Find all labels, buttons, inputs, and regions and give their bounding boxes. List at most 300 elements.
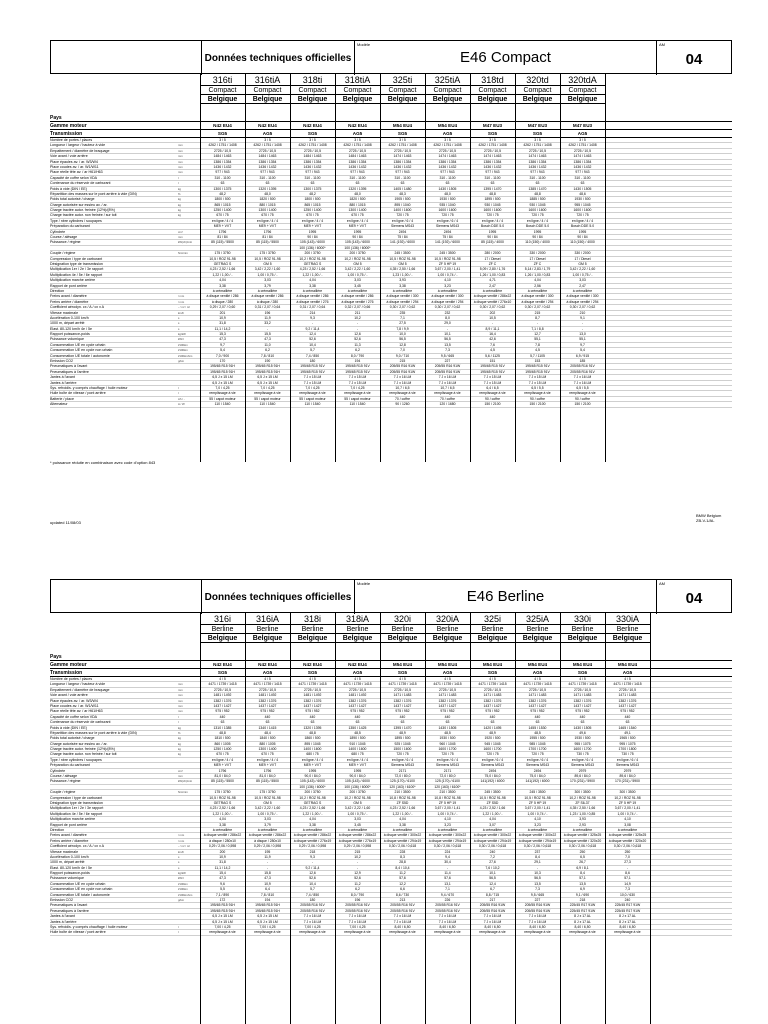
spec-cell: Siemens MS43: [526, 763, 549, 768]
spec-cell: à disque ventilé / 294: [566, 299, 599, 304]
spec-cell: 11,2: [354, 881, 361, 886]
spec-unit: Nm/min: [178, 790, 188, 795]
spec-cell: 680 / 75: [306, 752, 319, 757]
country: Belgique: [335, 95, 380, 104]
spec-cell: ME9 + VVT: [258, 224, 277, 229]
spec-cell: 4 / 5: [309, 677, 316, 681]
spec-cell: 195/65 R15 91V: [480, 364, 505, 369]
spec-cell: 3 / 5: [399, 138, 406, 142]
spec-label: Longueur / largeur / hauteur à vide: [50, 143, 106, 148]
column-header: [245, 74, 290, 104]
spec-cell: en ligne / 6 / 4: [436, 218, 459, 223]
spec-cell: 11,2: [399, 871, 406, 876]
spec-cell: 52,6: [354, 337, 361, 342]
spec-cell: 8,9 / 11,1: [485, 326, 500, 331]
spec-cell: 8,40 / 6,50: [574, 924, 591, 929]
spec-cell: 8,4: [580, 871, 585, 876]
column-divider: [515, 613, 516, 1024]
spec-cell: 12,6: [309, 871, 316, 876]
spec-label: 1000 m, départ arrêté: [50, 321, 85, 326]
body-type: Berline: [425, 625, 470, 634]
spec-unit: mm: [178, 709, 183, 714]
spec-cell: 6,7: [490, 887, 495, 892]
spec-cell: 2494: [398, 229, 407, 234]
spec-label: Puissance / régime: [50, 240, 81, 245]
spec-cell: 10,8 / ROZ 91-98: [389, 795, 416, 800]
spec-cell: à disque ventilé / 294x19: [518, 838, 557, 843]
spec-cell: 10,4: [309, 342, 316, 347]
column-divider: [605, 613, 606, 1024]
spec-cell: remplissage à vie: [254, 930, 281, 935]
spec-cell: 1430 / 1505: [438, 725, 457, 730]
spec-cell: en ligne / 4 / 4: [346, 757, 369, 762]
spec-cell: 90 / 84: [307, 235, 318, 240]
spec-cell: 1300 / 1375: [213, 186, 232, 191]
spec-cell: 63: [265, 720, 270, 725]
spec-cell: 17 / Diesel: [574, 256, 591, 261]
spec-cell: 1890 / 500: [349, 736, 366, 741]
spec-cell: 3,67 / 2,00 / 1,41: [524, 806, 551, 811]
spec-unit: l: [178, 930, 179, 935]
spec-cell: M47 EU3: [527, 123, 548, 128]
spec-cell: 0,30 / 2,06 / 0,618: [613, 844, 642, 849]
spec-cell: 4,04: [534, 278, 541, 283]
spec-cell: SG5: [397, 131, 408, 136]
spec-label: Sys. refroidis. y compris chauffage / huile moteur: [50, 385, 128, 390]
spec-cell: 1800 / 500: [304, 197, 321, 202]
spec-cell: 720 / 75: [576, 213, 589, 218]
spec-cell: 4262 / 1751 / 1408: [433, 143, 462, 148]
spec-label: Poids total autorisé / charge: [50, 197, 95, 202]
spec-label: Transmission: [50, 670, 83, 676]
spec-cell: 10,3: [534, 871, 541, 876]
spec-unit: kg: [178, 747, 181, 752]
spec-cell: 925 / 1045: [394, 741, 411, 746]
column-header: [290, 74, 335, 104]
spec-cell: 7,3: [625, 887, 630, 892]
spec-cell: 6,2: [355, 887, 360, 892]
spec-cell: 1474 / 1463: [528, 154, 547, 159]
spec-sheet-berline: [50, 579, 732, 1024]
spec-cell: N42 EU4: [213, 123, 232, 128]
spec-cell: 195/65 R15 91H: [210, 369, 235, 374]
spec-cell: 1400 / 1600: [303, 747, 322, 752]
spec-unit: s: [178, 854, 180, 859]
spec-cell: 0,29 / 2,06 / 0,598: [208, 844, 237, 849]
spec-cell: 195/65 R15 91V: [300, 364, 325, 369]
spec-cell: 860 / 1005: [214, 741, 231, 746]
spec-cell: 1471 / 1483: [483, 693, 502, 698]
spec-unit: mm: [178, 159, 183, 164]
spec-cell: 7 J x 16 LM: [483, 914, 502, 919]
spec-cell: 1930 / 500: [439, 197, 456, 202]
spec-cell: 6,6: [400, 887, 405, 892]
spec-cell: 48,8: [309, 730, 316, 735]
body-type: Compact: [515, 86, 560, 95]
spec-cell: 310 - 1100: [439, 175, 456, 180]
spec-cell: 1250 / 1400: [213, 747, 232, 752]
spec-cell: 3,45: [354, 283, 361, 288]
model-variant: 318tiA: [335, 74, 380, 86]
body-type: Berline: [515, 625, 560, 634]
spec-cell: 9,3: [310, 854, 315, 859]
spec-cell: 0,29 / 2,06 / 0,598: [253, 844, 282, 849]
spec-label: 1000 m, départ arrêté: [50, 860, 85, 865]
spec-label: Jantes à l'arrière: [50, 919, 77, 924]
spec-cell: 215: [399, 359, 406, 364]
spec-cell: 195/65 R15 91H: [255, 903, 280, 908]
spec-cell: 170 (231) / 5900: [615, 779, 640, 784]
model-variant: 318iA: [335, 613, 380, 625]
spec-cell: 4471 / 1739 / 1415: [388, 682, 417, 687]
spec-unit: kW(ch)/min: [178, 779, 193, 784]
spec-cell: 47,3: [264, 876, 271, 881]
spec-cell: 7 J x 15 LM: [528, 375, 547, 380]
spec-cell: remplissage à vie: [389, 391, 416, 396]
spec-cell: ME9 + VVT: [258, 763, 277, 768]
sheet-header: [50, 40, 732, 74]
spec-cell: 1905 / 500: [394, 197, 411, 202]
spec-cell: 1,00 / 0,75 / -: [347, 272, 368, 277]
spec-cell: 42,6: [489, 337, 496, 342]
spec-cell: remplissage à vie: [434, 930, 461, 935]
spec-cell: 4,04: [399, 817, 406, 822]
spec-label: Accélération 0-100 km/h: [50, 315, 89, 320]
spec-cell: 4262 / 1751 / 1408: [388, 143, 417, 148]
country: Belgique: [245, 95, 290, 104]
spec-label: Rapport de pont arrière: [50, 283, 88, 288]
spec-cell: 7,0 / 4,25: [350, 385, 365, 390]
spec-cell: 1930 / 500: [439, 736, 456, 741]
spec-cell: SG5: [307, 131, 318, 136]
spec-label: Nombre de portes / places: [50, 138, 93, 142]
spec-cell: 1796: [263, 229, 272, 234]
spec-label: Vitesse maximale: [50, 310, 79, 315]
spec-label: Pneumatiques à l'arrière: [50, 908, 89, 913]
spec-cell: 1437 / 1427: [573, 703, 592, 708]
spec-cell: 48,9: [489, 730, 496, 735]
spec-cell: 975 / 952: [215, 709, 230, 714]
spec-cell: 440: [264, 714, 271, 719]
spec-cell: 670 / 75: [216, 752, 229, 757]
spec-cell: 8,3: [400, 854, 405, 859]
spec-cell: 250: [579, 849, 586, 854]
spec-cell: 1400 / 1600: [393, 208, 412, 213]
spec-row: [50, 114, 732, 122]
model-variant: 320td: [515, 74, 560, 86]
spec-cell: 6,5 / 5,5: [531, 385, 544, 390]
model-variant: 316i: [200, 613, 245, 625]
spec-cell: 1820 / 500: [349, 197, 366, 202]
model-box: [354, 41, 657, 75]
model-variant: 316iA: [245, 613, 290, 625]
spec-cell: remplissage à vie: [569, 930, 596, 935]
spec-cell: 1600 / 1600: [438, 208, 457, 213]
spec-cell: 0,30 / 2,07 / 0,62: [434, 305, 461, 310]
spec-cell: 175 / 3750: [214, 790, 231, 795]
spec-cell: -: [356, 865, 359, 870]
spec-cell: 105 (143) / 6000: [300, 240, 325, 245]
spec-unit: kg: [178, 736, 181, 741]
spec-cell: 2725 / 10,5: [214, 148, 231, 153]
spec-label: Rapport puissance-poids: [50, 332, 90, 337]
spec-cell: 977 / 943: [215, 170, 230, 175]
spec-cell: 6,5 J x 15 LM: [257, 919, 278, 924]
spec-label: Rapport de pont arrière: [50, 822, 88, 827]
spec-cell: 4262 / 1751 / 1408: [208, 143, 237, 148]
spec-cell: 2725 / 10,5: [214, 687, 231, 692]
spec-label: Consommation UE en cycle urbain: [50, 881, 106, 886]
spec-cell: M54 EU4: [392, 123, 413, 128]
body-type: Compact: [425, 86, 470, 95]
country: Belgique: [425, 95, 470, 104]
spec-cell: remplissage à vie: [479, 930, 506, 935]
spec-cell: 440: [354, 714, 361, 719]
spec-cell: 2725 / 10,5: [529, 148, 546, 153]
spec-label: Freins avant / diamètre: [50, 294, 87, 299]
spec-cell: 720 / 75: [396, 213, 409, 218]
spec-cell: 5,4: [580, 348, 585, 353]
spec-unit: l/100km: [178, 881, 188, 886]
spec-cell: 440: [489, 714, 496, 719]
spec-cell: 7,0 / 4,25: [215, 385, 230, 390]
spec-cell: 14,9: [624, 881, 631, 886]
spec-cell: remplissage à vie: [524, 930, 551, 935]
spec-cell: M47 EU3: [482, 123, 503, 128]
column-header: [470, 74, 515, 104]
model-name: E46 Compact: [460, 49, 551, 66]
spec-cell: 670 / 75: [261, 752, 274, 757]
country: Belgique: [515, 634, 560, 643]
spec-cell: 3,67 / 2,00 / 1,41: [614, 806, 641, 811]
model-variant: 320iA: [425, 613, 470, 625]
model-variant: 318i: [290, 613, 335, 625]
spec-cell: 1796: [263, 768, 272, 773]
spec-cell: 7 J x 16 LM: [573, 375, 592, 380]
spec-cell: 1395 / 1470: [483, 186, 502, 191]
spec-cell: à crémaillère: [572, 827, 593, 832]
spec-cell: 227: [534, 898, 541, 903]
spec-label: Multiplication marche arrière: [50, 278, 96, 283]
spec-cell: à crémaillère: [482, 288, 503, 293]
spec-cell: 48,8: [534, 191, 541, 196]
spec-label: Place réelle tête av. / ar H61/H63: [50, 170, 103, 175]
spec-label: Accélération 0-100 km/h: [50, 854, 89, 859]
spec-cell: 31,8: [219, 860, 226, 865]
spec-cell: 141(192) / 6000: [480, 779, 505, 784]
spec-cell: SG5: [217, 131, 228, 136]
spec-cell: à disque ventilé / 286: [251, 294, 284, 299]
spec-cell: 89,6 / 84,0: [619, 774, 636, 779]
spec-cell: 100 (136) / 6000*: [299, 245, 326, 250]
spec-cell: 180: [309, 359, 316, 364]
spec-cell: 1436 / 1432: [438, 164, 457, 169]
spec-cell: 63: [535, 181, 540, 186]
spec-cell: 33,2: [264, 321, 271, 326]
spec-cell: 8,0 / 790: [350, 892, 365, 897]
spec-unit: l/100km: [178, 342, 188, 347]
spec-cell: 720 / 75: [486, 752, 499, 757]
spec-cell: 865 / 1015: [214, 202, 231, 207]
spec-cell: 70 / coffre: [439, 396, 456, 401]
spec-cell: 10,5 / ROZ 91-98: [524, 795, 551, 800]
spec-label: Voie avant / voie arrière: [50, 693, 88, 698]
spec-cell: 4,04: [219, 817, 226, 822]
spec-cell: 6,5 J x 15 LM: [212, 914, 233, 919]
spec-cell: 8,4: [535, 854, 540, 859]
spec-cell: 1484 / 1463: [213, 154, 232, 159]
column-divider: [290, 74, 291, 462]
model-variant: 316ti: [200, 74, 245, 86]
spec-cell: 1382 / 1376: [618, 698, 637, 703]
spec-cell: 680 / 75: [351, 752, 364, 757]
spec-cell: 8 J x 17 AL: [574, 919, 591, 924]
spec-cell: en ligne / 6 / 4: [616, 757, 639, 762]
spec-cell: 48,5: [444, 730, 451, 735]
spec-cell: à disque ventilé / 325x25: [608, 833, 647, 838]
spec-unit: - / m² / m²: [178, 844, 191, 849]
model-variant: 330i: [560, 613, 605, 625]
spec-cell: 895 / 1040: [394, 202, 411, 207]
spec-cell: 72,0 / 80,0: [394, 774, 411, 779]
spec-cell: 1,23 / 1,00 / -: [392, 272, 413, 277]
spec-cell: à disque ventilé / 300: [386, 294, 419, 299]
spec-cell: GM 5: [353, 261, 362, 266]
spec-cell: en ligne / 4 / 4: [481, 218, 504, 223]
spec-cell: 1437 / 1427: [303, 703, 322, 708]
column-header: [605, 613, 650, 643]
spec-cell: 1300 / 1400: [348, 208, 367, 213]
spec-cell: 3,03: [264, 278, 271, 283]
spec-cell: 237: [534, 849, 541, 854]
spec-cell: 945 / 1045: [484, 741, 501, 746]
spec-cell: 0,29 / 2,07 / 0,60: [209, 305, 236, 310]
spec-cell: GM 5: [263, 261, 272, 266]
spec-cell: 440: [624, 714, 631, 719]
spec-cell: 11,4: [444, 871, 451, 876]
spec-cell: 3,93: [579, 817, 586, 822]
brand-block: [696, 513, 721, 523]
spec-cell: 2,56: [534, 283, 541, 288]
spec-cell: 4262 / 1751 / 1408: [253, 143, 282, 148]
spec-cell: 200: [219, 849, 226, 854]
spec-cell: à crémaillère: [527, 827, 548, 832]
spec-label: Couple / régime: [50, 251, 76, 256]
spec-cell: GM 5: [578, 261, 587, 266]
spec-cell: 1320 / 1395: [258, 186, 277, 191]
spec-cell: 330 / 2000: [574, 251, 591, 256]
spec-label: Consommation UE en cycle urbain: [50, 342, 106, 347]
spec-cell: 81,0 / 84,0: [259, 774, 276, 779]
spec-cell: 7,8 / 810: [260, 353, 275, 358]
spec-cell: -: [536, 865, 539, 870]
spec-unit: / mm: [178, 299, 185, 304]
spec-cell: ZF C: [533, 261, 542, 266]
spec-cell: 2171: [398, 768, 407, 773]
spec-cell: à crémaillère: [302, 288, 323, 293]
spec-unit: mm: [178, 703, 183, 708]
spec-cell: 10,5 / ROZ 91-98: [434, 256, 461, 261]
spec-cell: 0,30 / 2,07 / 0,62: [479, 305, 506, 310]
spec-cell: à crémaillère: [392, 288, 413, 293]
spec-cell: 4 / 5: [219, 677, 226, 681]
spec-cell: 195/65 R15 91V: [345, 364, 370, 369]
spec-cell: 7,0: [625, 854, 630, 859]
spec-label: Emission CO2: [50, 898, 73, 903]
spec-cell: 4,23 / 2,52 / 1,66: [209, 267, 236, 272]
spec-cell: 100 (136) / 6000*: [344, 245, 371, 250]
spec-label: Huile boîte de vitesse / pont arrière: [50, 391, 106, 396]
spec-label: Coefficient aérodyn. cx / A / cx x A: [50, 844, 105, 849]
spec-label: Multiplication 4e / 5e / 6e rapport: [50, 811, 103, 816]
spec-cell: 1395 / 1470: [393, 725, 412, 730]
spec-cell: 110 (150) / 4000: [525, 240, 550, 245]
model-variant: 325ti: [380, 74, 425, 86]
column-divider: [335, 74, 336, 462]
spec-unit: s: [178, 860, 180, 865]
spec-cell: 3 / 5: [444, 138, 451, 142]
spec-cell: 4,10: [534, 817, 541, 822]
spec-cell: à disque ventilé / 286x22: [473, 294, 512, 299]
spec-cell: 1405 / 1480: [393, 186, 412, 191]
spec-cell: 90 / 84: [532, 235, 543, 240]
spec-cell: 1600 / 1600: [573, 208, 592, 213]
spec-cell: 12,8: [399, 342, 406, 347]
spec-cell: 7 J x 16 LM: [438, 380, 457, 385]
spec-cell: 63: [580, 181, 585, 186]
spec-label: Poids à vide (DIN / EE): [50, 725, 87, 730]
spec-cell: 205/55 R16 91V: [300, 908, 325, 913]
spec-cell: 8 J x 17 AL: [574, 914, 591, 919]
spec-cell: 3,38: [399, 822, 406, 827]
spec-cell: 1810 / 500: [214, 736, 231, 741]
body-type: Compact: [335, 86, 380, 95]
spec-cell: 1437 / 1427: [258, 703, 277, 708]
spec-cell: 9,1 / 690: [575, 892, 590, 897]
spec-cell: 214: [309, 310, 316, 315]
spec-cell: 13,5: [579, 881, 586, 886]
spec-cell: 1386 / 1354: [438, 159, 457, 164]
spec-label: Désignation type de transmission: [50, 261, 103, 266]
spec-cell: 5,5: [220, 887, 225, 892]
spec-unit: l: [178, 385, 179, 390]
spec-cell: 190: [264, 359, 271, 364]
spec-cell: 52,6: [354, 876, 361, 881]
spec-cell: -: [536, 321, 539, 326]
spec-cell: 194: [264, 898, 271, 903]
spec-cell: 141 (192) / 6000: [435, 240, 460, 245]
spec-cell: -: [266, 326, 269, 331]
spec-cell: 13,0: [579, 332, 586, 337]
spec-cell: 56,5: [444, 337, 451, 342]
spec-cell: à disque ventilé / 294: [386, 299, 419, 304]
spec-cell: 7 J x 15 LM: [303, 375, 322, 380]
spec-cell: 895 / 1045: [304, 741, 321, 746]
spec-cell: 75,0 / 84,0: [484, 774, 501, 779]
spec-cell: 670 / 75: [261, 213, 274, 218]
spec-cell: 1600 / 1700: [573, 747, 592, 752]
spec-cell: 48,8: [219, 730, 226, 735]
spec-cell: 49,1: [624, 730, 631, 735]
country: Belgique: [605, 634, 650, 643]
spec-unit: l: [178, 181, 179, 186]
spec-cell: 9,4: [445, 854, 450, 859]
spec-cell: 15,4: [219, 871, 226, 876]
spec-cell: à disque ventilé / 300: [521, 294, 554, 299]
spec-cell: 975 / 952: [395, 709, 410, 714]
spec-cell: ZF 5 HP 19: [438, 261, 457, 266]
spec-label: Pneumatiques à l'avant: [50, 903, 88, 908]
